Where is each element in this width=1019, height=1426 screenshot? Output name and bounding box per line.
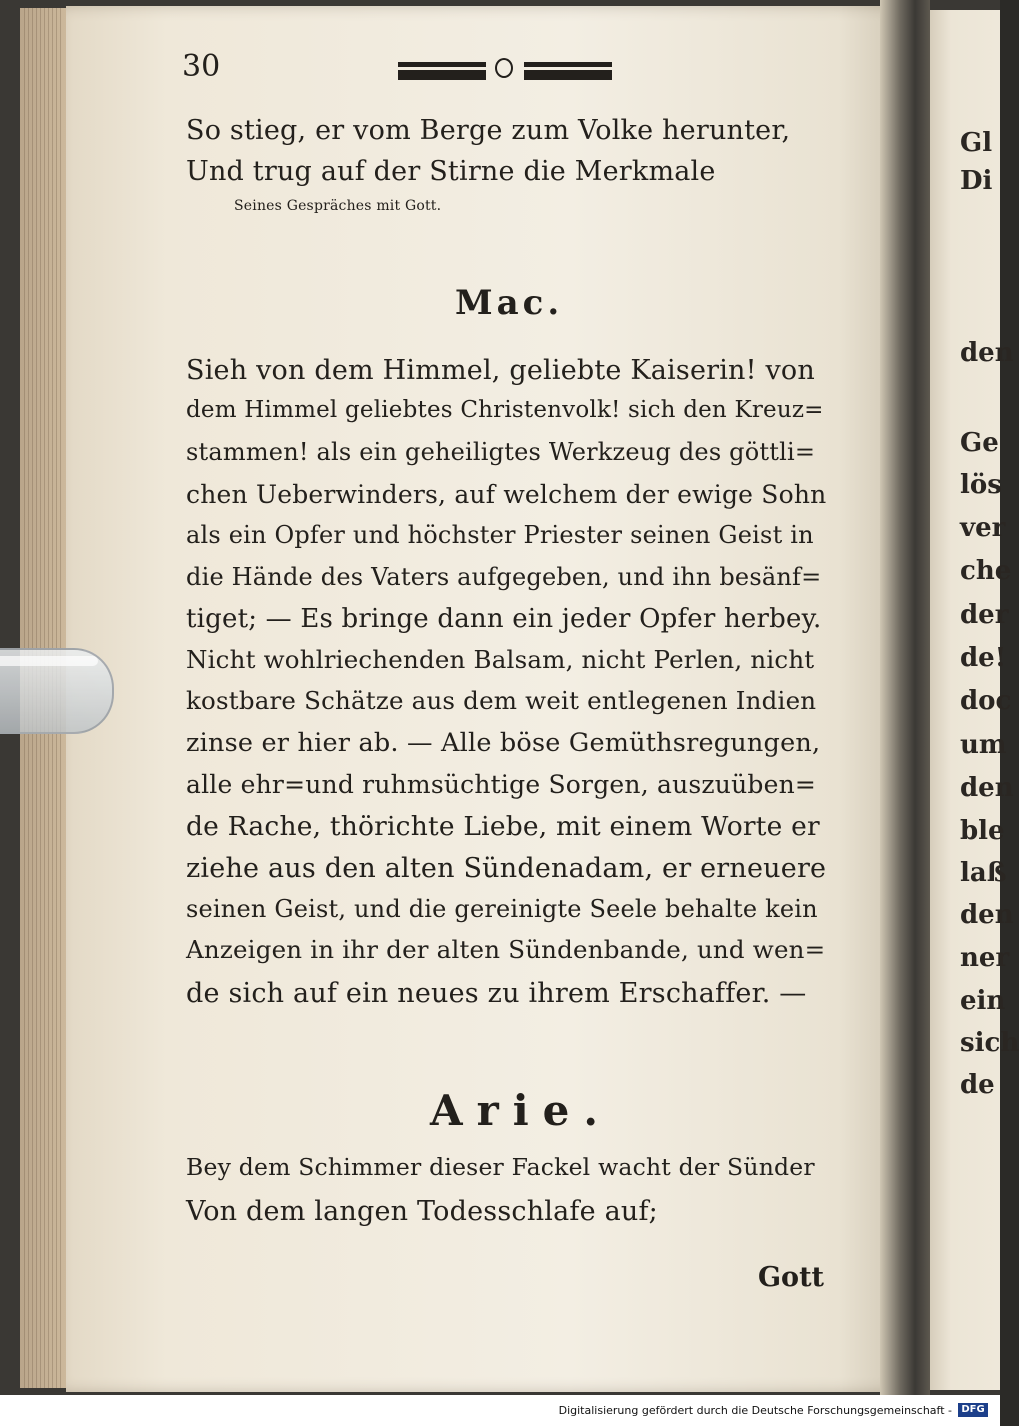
facing-page-fragment: den (960, 338, 1014, 368)
prose-line: zinse er hier ab. — Alle böse Gemüthsregungen, (186, 727, 821, 758)
prose-line: als ein Opfer und höchster Priester seinen Geist in (186, 521, 814, 549)
facing-page-fragment: ner (960, 943, 1010, 973)
facing-page-fragment: de (960, 1070, 995, 1100)
facing-page-fragment: ver (960, 513, 1006, 543)
facing-page-fragment: ein (960, 986, 1006, 1016)
facing-page (930, 10, 1019, 1390)
header-rule-left (398, 62, 486, 80)
prose-line: stammen! als ein geheiligtes Werkzeug des göttli= (186, 438, 816, 466)
verse-line: So stieg, er vom Berge zum Volke herunter, (186, 115, 791, 146)
facing-page-fragment: de! (960, 643, 1007, 673)
page-holder-clip-highlight (0, 656, 98, 666)
prose-line: Nicht wohlriechenden Balsam, nicht Perlen, nicht (186, 644, 815, 674)
facing-page-fragment: Ge (960, 428, 999, 458)
facing-page-fragment: um (960, 730, 1007, 760)
prose-line: alle ehr=und ruhmsüchtige Sorgen, auszuüben= (186, 770, 817, 799)
prose-line: de Rache, thörichte Liebe, mit einem Worte er (186, 810, 820, 842)
verse-line: Und trug auf der Stirne die Merkmale (186, 156, 716, 187)
prose-line: tiget; — Es bringe dann ein jeder Opfer herbey. (186, 604, 822, 634)
aria-line: Bey dem Schimmer dieser Fackel wacht der Sünder (186, 1153, 815, 1181)
aria-line: Von dem langen Todesschlafe auf; (186, 1196, 658, 1227)
facing-page-fragment: sich (960, 1028, 1019, 1058)
verse-line: Seines Gespräches mit Gott. (234, 198, 442, 214)
footer-credit: Digitalisierung gefördert durch die Deutsche Forschungsgemeinschaft - (558, 1404, 952, 1417)
facing-page-fragment: lös (960, 470, 1002, 500)
facing-page-fragment: che (960, 556, 1012, 586)
catchword: Gott (758, 1262, 825, 1293)
book-gutter (880, 0, 930, 1395)
dfg-logo: DFG (958, 1403, 988, 1417)
prose-line: seinen Geist, und die gereinigte Seele behalte kein (186, 894, 818, 923)
facing-page-fragment: der (960, 600, 1009, 630)
prose-line: dem Himmel geliebtes Christenvolk! sich den Kreuz= (186, 396, 824, 423)
facing-page-fragment: den (960, 773, 1014, 803)
facing-page-fragment: laß (960, 858, 1007, 888)
header-rule-right (524, 62, 612, 80)
prose-line: kostbare Schätze aus dem weit entlegenen Indien (186, 686, 817, 715)
facing-page-fragment: Gl (960, 128, 993, 158)
speaker-heading: Mac. (455, 283, 564, 323)
prose-line: Anzeigen in ihr der alten Sündenbande, und wen= (186, 935, 826, 964)
facing-page-fragment: Di (960, 166, 993, 196)
facing-page-fragment: den (960, 900, 1014, 930)
prose-line: die Hände des Vaters aufgegeben, und ihn besänf= (186, 562, 822, 591)
page-number: 30 (182, 49, 221, 84)
aria-heading: Arie. (430, 1086, 613, 1135)
prose-line: de sich auf ein neues zu ihrem Erschaffer. — (186, 977, 807, 1009)
prose-line: chen Ueberwinders, auf welchem der ewige Sohn (186, 479, 827, 509)
facing-page-fragment: ble (960, 816, 1005, 846)
footer-bar (0, 1395, 1000, 1426)
facing-page-fragment: doc (960, 686, 1012, 716)
prose-line: ziehe aus den alten Sündenadam, er erneuere (186, 853, 827, 884)
header-ornament (495, 58, 513, 78)
prose-line: Sieh von dem Himmel, geliebte Kaiserin! von (186, 355, 815, 386)
